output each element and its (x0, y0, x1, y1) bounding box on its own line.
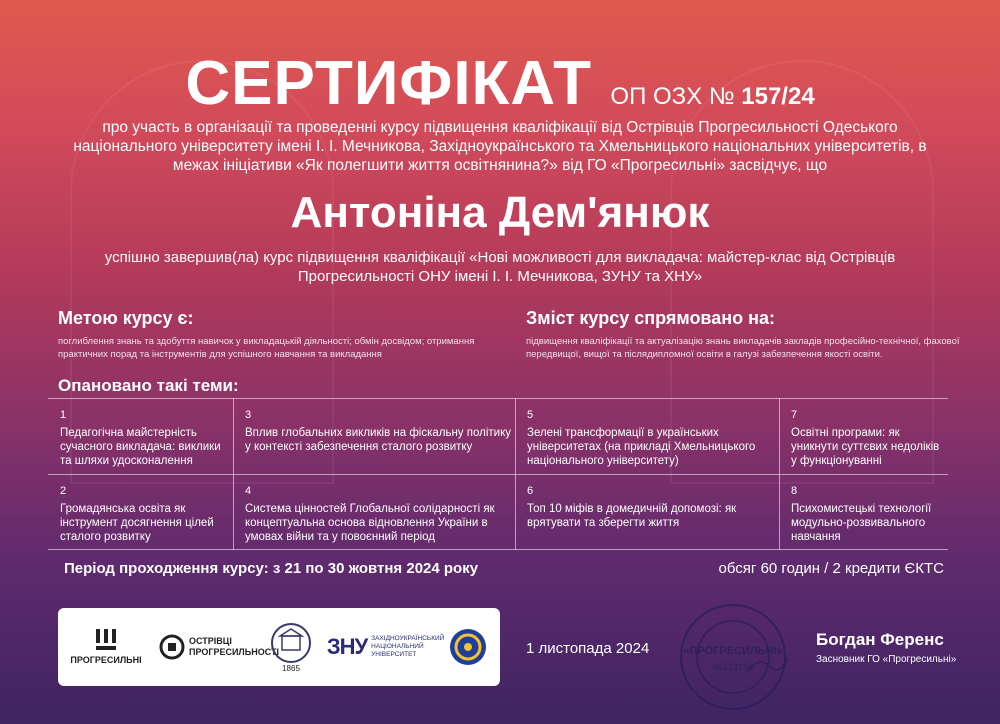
stamp-code: 45123150 (712, 662, 754, 672)
university-seal-icon (270, 622, 312, 664)
ostrivtsi-icon (159, 634, 185, 660)
zunu-logo (324, 608, 445, 686)
grid-line (48, 549, 948, 550)
certificate-title: СЕРТИФІКАТ (185, 49, 592, 118)
theme-item (779, 398, 948, 468)
theme-text: Вплив глобальних викликів на фіскальну політику у контексті забезпечення сталого розвитку (245, 427, 511, 453)
theme-number: 8 (791, 485, 798, 497)
course-goal (58, 308, 478, 361)
signer-name: Богдан Ференс (816, 630, 944, 649)
theme-item (779, 474, 948, 544)
course-volume: обсяг 60 годин / 2 кредити ЄКТС (718, 560, 944, 577)
content-heading: Зміст курсу спрямовано на: (526, 308, 776, 328)
progresylni-icon (94, 629, 118, 651)
theme-text: Топ 10 міфів в домедичній допомозі: як врятувати та зберегти життя (527, 503, 737, 529)
theme-text: Зелені трансформації в українських університетах (на прикладі Хмельницького національного університету) (527, 427, 756, 467)
logo-label: ЗАХІДНОУКРАЇНСЬКИЙ НАЦІОНАЛЬНИЙ УНІВЕРСИТЕТ (371, 635, 445, 658)
certificate-number (610, 83, 814, 111)
intro-text: про участь в організації та проведенні курсу підвищення кваліфікації від Острівців Прогресильності Одеського національного університету імені І. І. Мечникова, Західноукраїнського та Хмельницького національних університетів, в межах ініціативи «Як полегшити життя освітнянина?» від ГО «Прогресильні» засвідчує, що (73, 119, 927, 174)
theme-number: 3 (245, 409, 252, 421)
theme-item (515, 474, 779, 530)
progresylni-logo (64, 608, 148, 686)
theme-text: Система цінностей Глобальної солідарності як концептуальна основа відновлення України в умовах війни та у повоєнний період (245, 503, 495, 543)
content-text: підвищення кваліфікації та актуалізацію знань викладачів закладів професійно-технічної, фахової передвищої, вищої та післядипломної освіти в галузі забезпечення якості освіти. (526, 336, 960, 360)
theme-item (233, 474, 515, 544)
theme-item (515, 398, 779, 468)
theme-number: 5 (527, 409, 534, 421)
theme-item (48, 398, 233, 468)
khnu-emblem-icon (448, 627, 488, 667)
certificate-header (0, 48, 1000, 119)
partner-logos-panel (58, 608, 500, 686)
theme-text: Освітні програми: як уникнути суттєвих недоліків у функціонуванні (791, 427, 940, 467)
logo-label: ПРОГРЕСИЛЬНІ (70, 655, 142, 665)
theme-text: Педагогічна майстерність сучасного викладача: виклики та шляхи удосконалення (60, 427, 221, 467)
theme-number: 7 (791, 409, 798, 421)
khnu-logo (442, 608, 494, 686)
number-prefix: ОП ОЗХ № (610, 83, 735, 110)
ostrivtsi-logo (156, 608, 279, 686)
official-stamp (678, 602, 788, 712)
theme-number: 4 (245, 485, 252, 497)
completion-text: успішно завершив(ла) курс підвищення кваліфікації «Нові можливості для викладача: майстер-клас від Острівців Прогресильності ОНУ імені І. І. Мечникова, ЗУНУ та ХНУ» (104, 249, 896, 285)
svg-text:«ПРОГРЕСИЛЬНІ»: «ПРОГРЕСИЛЬНІ» (683, 645, 783, 657)
issue-date: 1 листопада 2024 (526, 640, 650, 657)
theme-text: Громадянська освіта як інструмент досягнення цілей сталого розвитку (60, 503, 214, 543)
signer-block (816, 630, 956, 665)
theme-number: 1 (60, 409, 67, 421)
course-content (526, 308, 966, 361)
theme-number: 6 (527, 485, 534, 497)
theme-number: 2 (60, 485, 67, 497)
course-period: Період проходження курсу: з 21 по 30 жовтня 2024 року (64, 560, 479, 577)
logo-label: 1865 (282, 663, 300, 673)
themes-grid (48, 398, 948, 550)
theme-text: Психомистецькі технології модульно-розвивального навчання (791, 503, 932, 543)
number-value: 157/24 (741, 83, 815, 110)
theme-item (233, 398, 515, 454)
recipient-name: Антоніна Дем'янюк (290, 188, 710, 237)
signer-role: Засновник ГО «Прогресильні» (816, 654, 957, 665)
themes-heading: Опановано такі теми: (58, 376, 239, 395)
goal-heading: Метою курсу є: (58, 308, 194, 328)
zunu-mark-icon: ЗНУ (326, 634, 368, 659)
logo-label: ОСТРІВЦІ ПРОГРЕСИЛЬНОСТІ (189, 636, 279, 657)
theme-item (48, 474, 233, 544)
goal-text: поглиблення знань та здобуття навичок у викладацькій діяльності; обмін досвідом; отримання практичних порад та інструментів для успішного навчання та викладання (58, 336, 475, 360)
onu-seal (262, 608, 320, 686)
